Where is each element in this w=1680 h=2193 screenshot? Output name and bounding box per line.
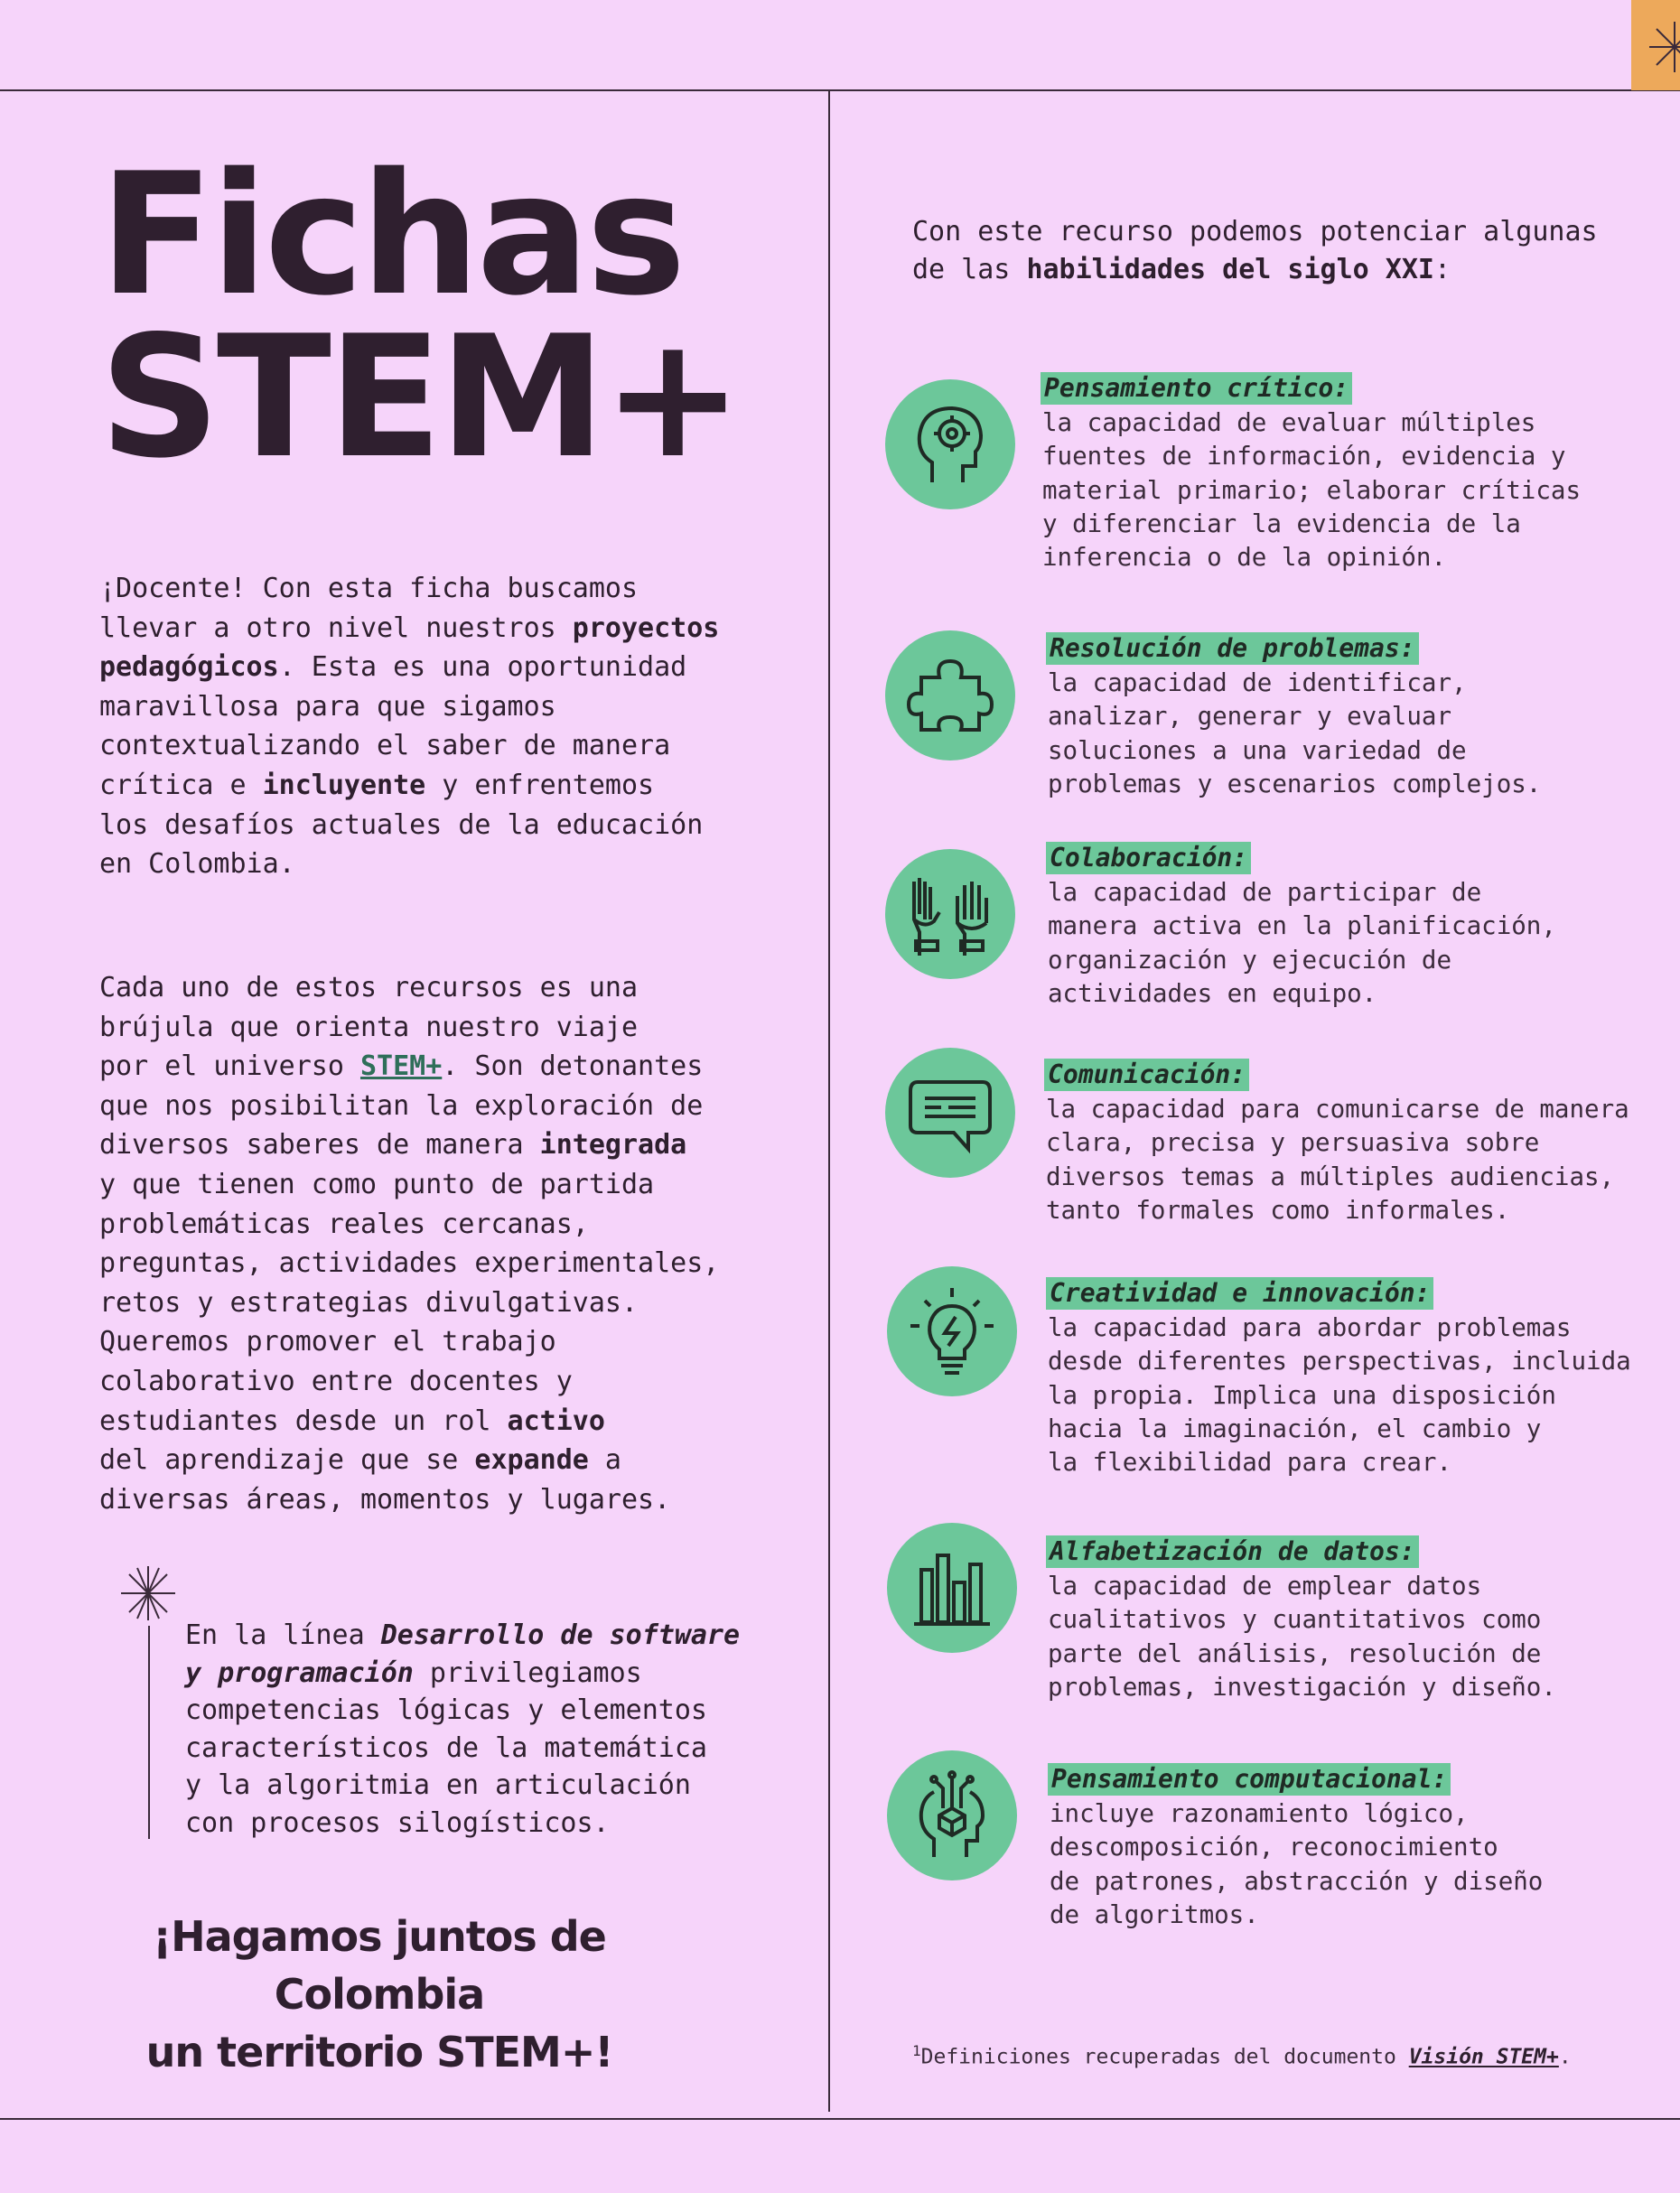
text-run: Definiciones recuperadas del documento (920, 2045, 1409, 2069)
text-run: ¡Docente! Con esta ficha buscamos llevar a otro nivel nuestros (99, 573, 639, 644)
bold-run: activo (507, 1404, 605, 1437)
skill-title: Creatividad e innovación: (1046, 1277, 1433, 1310)
title-line-2: STEM+ (99, 299, 740, 495)
skill-title: Alfabetización de datos: (1046, 1535, 1419, 1568)
corner-tab (1631, 0, 1680, 90)
text-run: . (1558, 2045, 1572, 2069)
text-run: y que tienen como punto de partida problemáticas reales cercanas, preguntas, actividades experimentales, retos y estrategias divulgativas. Queremos promover el trabajo colaborativo entre docentes y estudiantes desde un rol (99, 1168, 720, 1437)
skill-icon-circle (885, 379, 1015, 509)
text-run: Cada uno de estos recursos es una brújula que orienta nuestro viaje por el universo (99, 972, 639, 1083)
skill-title: Resolución de problemas: (1046, 632, 1419, 665)
skill-description: la capacidad de evaluar múltiples fuentes de información, evidencia y material primario; elaborar críticas y diferenciar la evidencia de la inferencia o de la opinión. (1042, 408, 1582, 573)
skill-title: Colaboración: (1046, 842, 1251, 874)
intro-paragraph-1 (99, 569, 719, 884)
page-title (99, 136, 740, 495)
skill-description: la capacidad de identificar, analizar, generar y evaluar soluciones a una variedad de problemas y escenarios complejos. (1048, 668, 1542, 798)
line-quote (185, 1617, 740, 1842)
text-run: Con este recurso podemos potenciar algunas de las (912, 216, 1598, 285)
skill-description: incluye razonamiento lógico, descomposición, reconocimiento de patrones, abstracción y diseño de algoritmos. (1050, 1799, 1544, 1929)
bold-run: proyectos pedagógicos (99, 611, 720, 684)
text-run: . Esta es una oportunidad maravillosa para que sigamos contextualizando el saber de manera crítica e (99, 651, 687, 801)
bottom-divider (0, 2118, 1680, 2120)
intro-paragraph-2 (99, 968, 719, 1519)
text-run: del aprendizaje que se (99, 1444, 459, 1477)
skill-description: la capacidad de participar de manera activa en la planificación, organización y ejecución de actividades en equipo. (1048, 878, 1556, 1008)
bold-run: habilidades del siglo XXI (1026, 254, 1434, 285)
skill-icon-circle (885, 849, 1015, 979)
top-divider (0, 89, 1680, 91)
skill-title: Comunicación: (1044, 1059, 1249, 1091)
skill-icon-circle (887, 1750, 1017, 1880)
bold-run: expande (474, 1444, 589, 1477)
skill-title: Pensamiento crítico: (1041, 372, 1352, 405)
skill-description: la capacidad para comunicarse de manera clara, precisa y persuasiva sobre diversos temas a múltiples audiencias, tanto formales como informales. (1046, 1095, 1629, 1225)
brain-head-icon (905, 399, 995, 490)
text-run: En la línea (185, 1619, 381, 1651)
source-document-link[interactable]: Visión STEM+ (1408, 2045, 1559, 2069)
skill-icon-circle (887, 1266, 1017, 1396)
text-run: a diversas áreas, momentos y lugares. (99, 1444, 671, 1516)
column-divider (828, 90, 830, 2112)
footnote-number: 1 (912, 2042, 921, 2059)
sparkle-icon (119, 1564, 177, 1622)
text-run: privilegiamos competencias lógicas y elementos característicos de la matemática y la algoritmia en articulación con procesos silogísticos. (185, 1656, 707, 1839)
skill-icon-circle (887, 1523, 1017, 1653)
raised-hands-icon (905, 869, 995, 959)
star-burst-icon (1647, 20, 1680, 74)
title-line-1: Fichas (99, 136, 683, 332)
circuit-head-icon (907, 1770, 997, 1861)
text-run: y enfrentemos los desafíos actuales de la educación en Colombia. (99, 769, 704, 881)
bold-run: incluyente (262, 769, 426, 801)
skills-intro (912, 213, 1598, 289)
call-to-action: ¡Hagamos juntos de Colombia un territorio STEM+! (145, 1912, 613, 2076)
bold-run: integrada (539, 1129, 687, 1162)
text-run: . Son detonantes que nos posibilitan la exploración de diversos saberes de manera (99, 1050, 704, 1162)
footnote (912, 2038, 1572, 2071)
quote-bar (148, 1626, 150, 1839)
bar-chart-icon (907, 1543, 997, 1633)
skill-icon-circle (885, 1048, 1015, 1178)
skill-description: la capacidad para abordar problemas desde diferentes perspectivas, incluida la propia. Implica una disposición hacia la imaginación, el cambio y la flexibilidad para crear. (1048, 1313, 1631, 1478)
speech-bubble-icon (905, 1068, 995, 1158)
skill-title: Pensamiento computacional: (1048, 1763, 1451, 1796)
emphasis-run: Desarrollo de software y programación (185, 1619, 741, 1689)
text-run: : (1433, 254, 1451, 285)
stem-link[interactable]: STEM+ (359, 1050, 443, 1083)
skill-description: la capacidad de emplear datos cualitativos y cuantitativos como parte del análisis, resolución de problemas, investigación y diseño. (1048, 1572, 1556, 1702)
lightbulb-icon (907, 1286, 997, 1376)
puzzle-piece-icon (905, 650, 995, 741)
skill-icon-circle (885, 630, 1015, 761)
